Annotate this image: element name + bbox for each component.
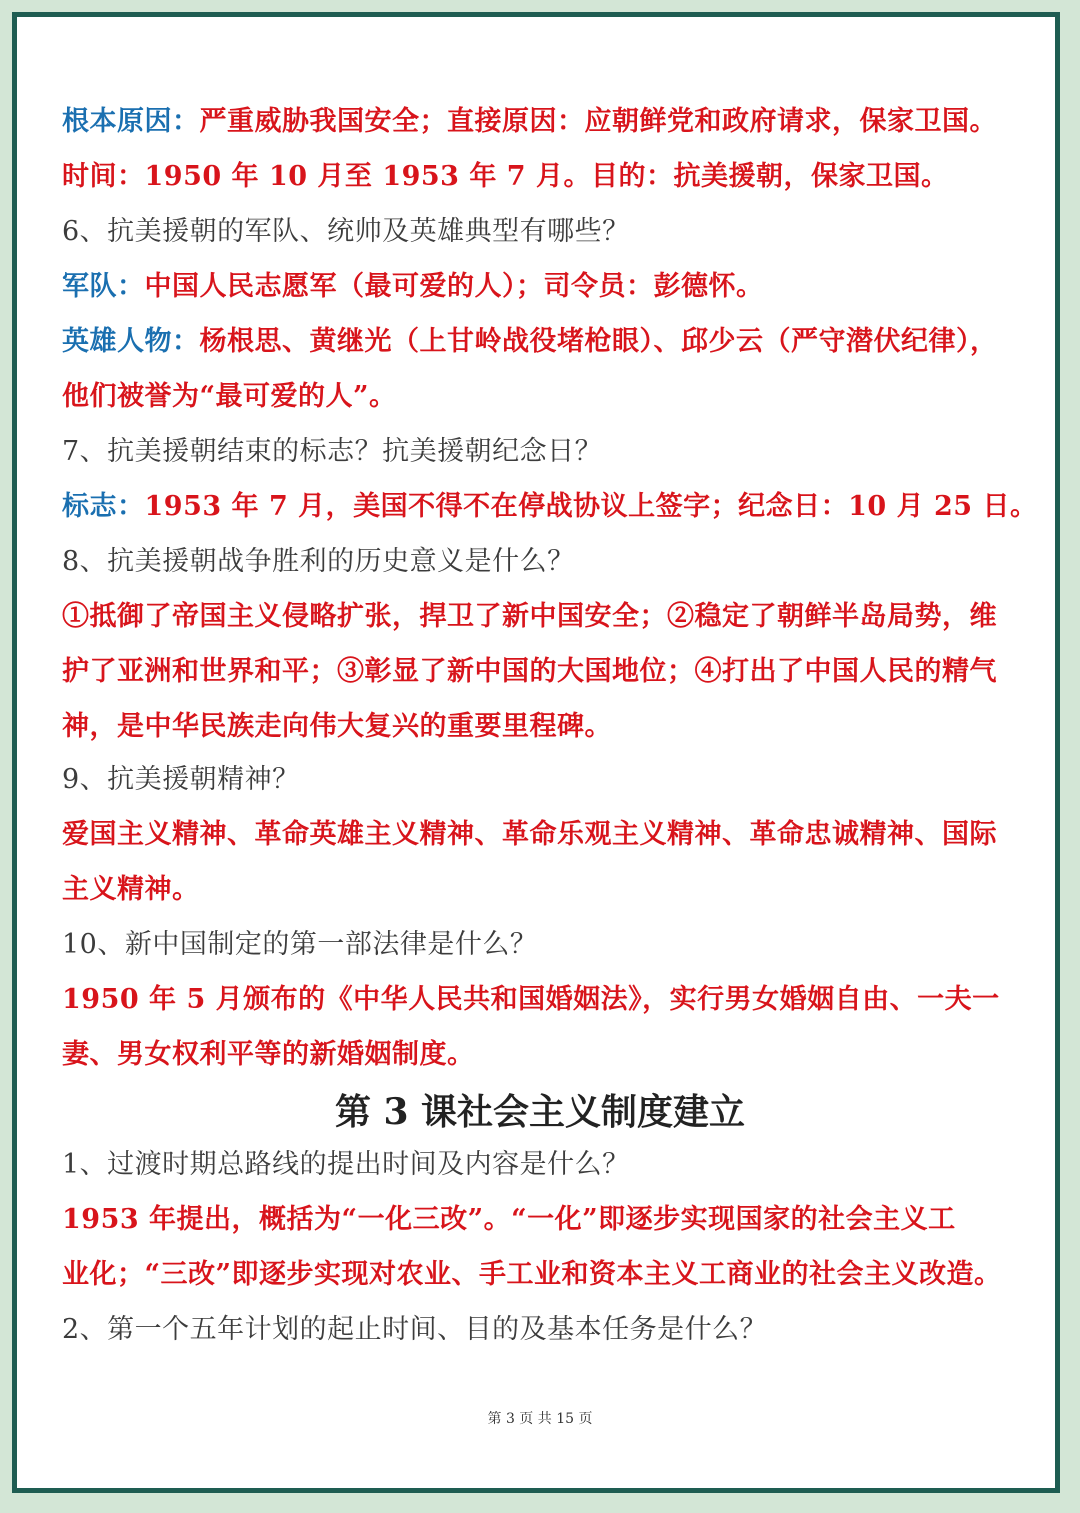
text-line: 护了亚洲和世界和平；③彰显了新中国的大国地位；④打出了中国人民的精气 [62, 656, 997, 687]
text-line: 时间：1950 年 10 月至 1953 年 7 月。目的：抗美援朝，保家卫国。 [62, 161, 949, 192]
question-line: 10、新中国制定的第一部法律是什么？ [62, 929, 538, 960]
question-line: 8、抗美援朝战争胜利的历史意义是什么？ [62, 546, 575, 577]
question-line: 6、抗美援朝的军队、统帅及英雄典型有哪些？ [62, 216, 630, 247]
line-label: 军队： [62, 271, 145, 302]
question-line: 1、过渡时期总路线的提出时间及内容是什么？ [62, 1149, 630, 1180]
text-line: 妻、男女权利平等的新婚姻制度。 [62, 1039, 475, 1070]
text-line: 1953 年提出，概括为“一化三改”。“一化”即逐步实现国家的社会主义工 [62, 1204, 956, 1235]
question-line: 9、抗美援朝精神？ [62, 764, 300, 795]
text-line: 标志：1953 年 7 月，美国不得不在停战协议上签字；纪念日：10 月 25 日。 [62, 491, 1038, 522]
text-line: 他们被誉为“最可爱的人”。 [62, 381, 397, 412]
text-line: 1950 年 5 月颁布的《中华人民共和国婚姻法》，实行男女婚姻自由、一夫一 [62, 984, 1000, 1015]
line-label: 英雄人物： [62, 326, 200, 357]
text-line: 业化；“三改”即逐步实现对农业、手工业和资本主义工商业的社会主义改造。 [62, 1259, 1002, 1290]
text-line: 主义精神。 [62, 874, 200, 905]
line-label: 标志： [62, 491, 145, 522]
text-line: ①抵御了帝国主义侵略扩张，捍卫了新中国安全；②稳定了朝鲜半岛局势，维 [62, 601, 997, 632]
text-line: 爱国主义精神、革命英雄主义精神、革命乐观主义精神、革命忠诚精神、国际 [62, 819, 997, 850]
page-number: 第 3 页 共 15 页 [487, 1411, 593, 1427]
text-line: 军队：中国人民志愿军（最可爱的人）；司令员：彭德怀。 [62, 271, 764, 302]
line-label: 根本原因： [62, 106, 200, 137]
question-line: 2、第一个五年计划的起止时间、目的及基本任务是什么？ [62, 1314, 768, 1345]
question-line: 7、抗美援朝结束的标志？抗美援朝纪念日？ [62, 436, 603, 467]
text-line: 神，是中华民族走向伟大复兴的重要里程碑。 [62, 711, 612, 742]
text-line: 根本原因：严重威胁我国安全；直接原因：应朝鲜党和政府请求，保家卫国。 [62, 106, 997, 137]
section-title: 第 3 课社会主义制度建立 [334, 1091, 746, 1133]
text-line: 英雄人物：杨根思、黄继光（上甘岭战役堵枪眼）、邱少云（严守潜伏纪律）， [62, 326, 998, 357]
